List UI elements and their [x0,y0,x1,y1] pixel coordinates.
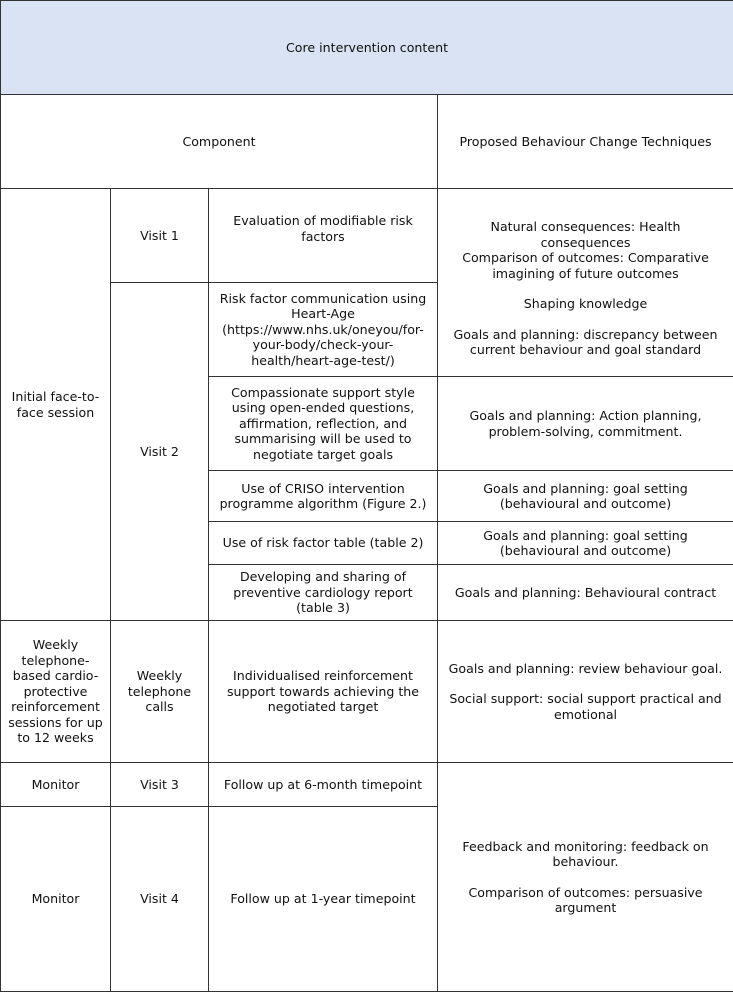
table-title: Core intervention content [1,1,733,95]
technique-feedback-monitoring: Feedback and monitoring: feedback on behaviour. [462,838,709,869]
technique-shaping-knowledge: Shaping knowledge [523,296,648,311]
component-followup-1-year: Follow up at 1-year timepoint [209,807,438,992]
techniques-header: Proposed Behaviour Change Techniques [438,95,733,189]
technique-goal-setting-table: Goals and planning: goal setting (behavioural and outcome) [438,522,733,565]
technique-natural-consequences: Natural consequences: Health consequences [490,219,681,250]
technique-social-support: Social support: social support practical and emotional [449,691,722,722]
visit-4-cell: Visit 4 [111,807,209,992]
technique-review-goal: Goals and planning: review behaviour goal. [448,660,723,676]
visit-1-cell: Visit 1 [111,189,209,283]
techniques-risk [438,189,733,377]
phase-monitor-1: Monitor [1,763,111,807]
component-criso-algorithm: Use of CRISO intervention programme algorithm (Figure 2.) [209,471,438,522]
component-reinforcement: Individualised reinforcement support towards achieving the negotiated target [209,621,438,763]
visit-3-cell: Visit 3 [111,763,209,807]
component-heart-age: Risk factor communication using Heart-Age (https://www.nhs.uk/oneyou/for-your-body/check-your-health/heart-age-test/) [209,283,438,377]
component-cardiology-report: Developing and sharing of preventive cardiology report (table 3) [209,565,438,621]
component-risk-evaluation: Evaluation of modifiable risk factors [209,189,438,283]
component-compassionate-support: Compassionate support style using open-ended questions, affirmation, reflection, and summarising will be used to negotiate target goals [209,377,438,471]
weekly-calls-cell: Weekly telephone calls [111,621,209,763]
component-risk-factor-table: Use of risk factor table (table 2) [209,522,438,565]
technique-action-planning: Goals and planning: Action planning, problem-solving, commitment. [438,377,733,471]
phase-monitor-2: Monitor [1,807,111,992]
phase-initial-session: Initial face-to-face session [1,189,111,621]
phase-weekly-sessions: Weekly telephone-based cardio-protective reinforcement sessions for up to 12 weeks [1,621,111,763]
techniques-weekly [438,621,733,763]
technique-comparison-outcomes: Comparison of outcomes: Comparative imagining of future outcomes [462,250,709,281]
technique-behavioural-contract: Goals and planning: Behavioural contract [438,565,733,621]
technique-discrepancy: Goals and planning: discrepancy between current behaviour and goal standard [453,326,718,357]
techniques-monitor [438,763,733,992]
technique-persuasive-argument: Comparison of outcomes: persuasive argument [468,884,703,915]
component-followup-6-month: Follow up at 6-month timepoint [209,763,438,807]
component-header: Component [1,95,438,189]
technique-goal-setting-algorithm: Goals and planning: goal setting (behavioural and outcome) [438,471,733,522]
visit-2-cell: Visit 2 [111,283,209,621]
